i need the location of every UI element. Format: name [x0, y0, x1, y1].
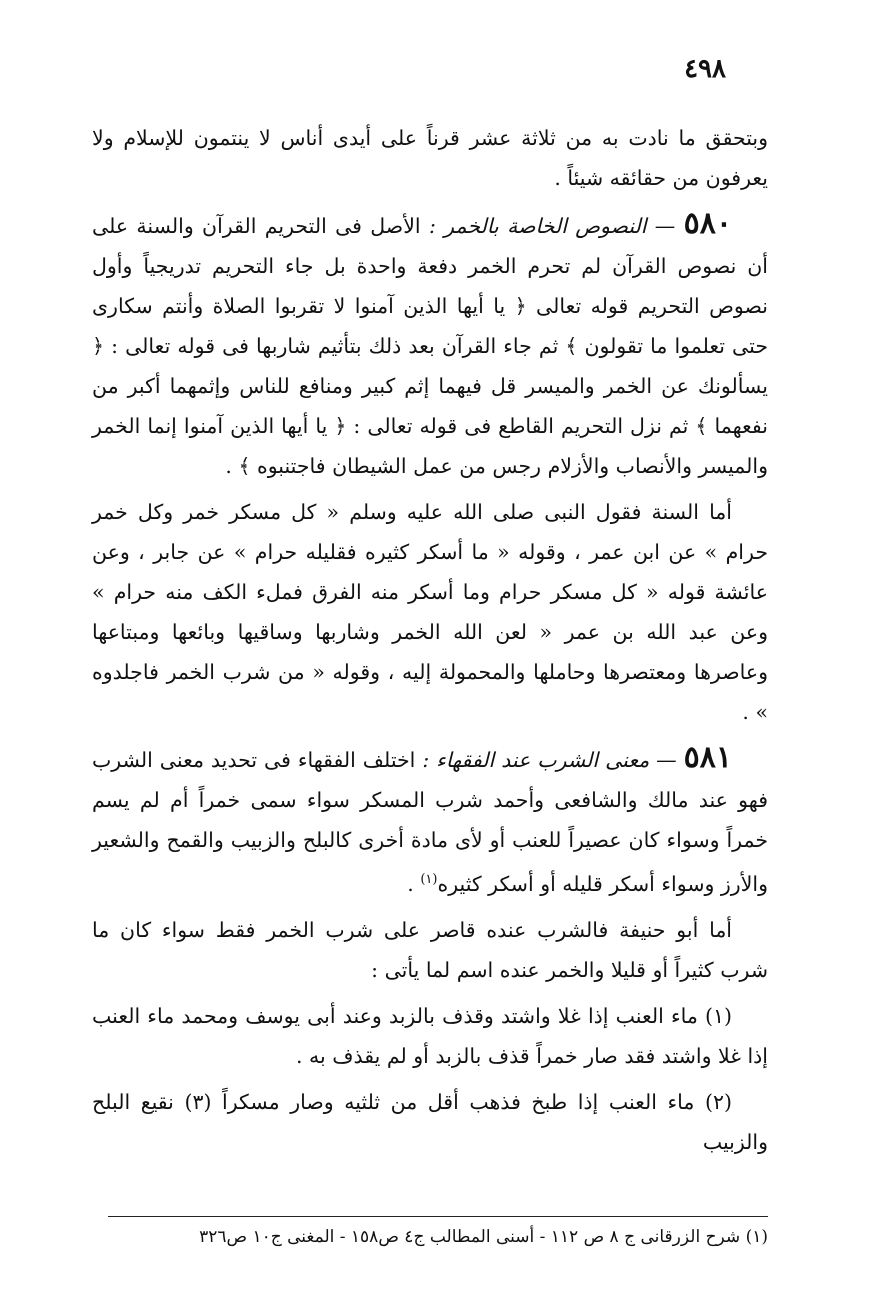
- section-number: ٥٨١: [683, 740, 732, 775]
- paragraph-text: اختلف الفقهاء فى تحديد معنى الشرب فهو عند مالك والشافعى وأحمد شرب المسكر سواء سمى خمراً أم لم يسم خمراً وسواء كان عصيراً للعنب أو لأى مادة أخرى كالبلح والزبيب والقمح والشعير والأرز وسواء أسكر قليله أو أسكر كثيره: [92, 748, 768, 896]
- paragraph-tail: .: [407, 871, 421, 896]
- section-number: ٥٨٠: [683, 206, 732, 241]
- footnote-divider: [108, 1216, 768, 1217]
- list-item-1: [92, 996, 768, 1076]
- section-title: — النصوص الخاصة بالخمر :: [428, 214, 676, 238]
- section-581: [92, 738, 768, 904]
- paragraph-abu-hanifa: [92, 910, 768, 990]
- paragraph-text: أما السنة فقول النبى صلى الله عليه وسلم « كل مسكر خمر وكل خمر حرام » عن ابن عمر ، وقوله « ما أسكر كثيره فقليله حرام » عن جابر ، وعن عائشة قوله « كل مسكر حرام وما أسكر منه الفرق فملء الكف منه حرام » وعن عبد الله بن عمر « لعن الله الخمر وشاربها وساقيها وبائعها ومبتاعها وعاصرها ومعتصرها وحاملها والمحمولة إليه ، وقوله « من شرب الخمر فاجلدوه » .: [92, 500, 768, 724]
- footnote: (١) شرح الزرقانى ج ٨ ص ١١٢ - أسنى المطالب ج٤ ص١٥٨ - المغنى ج١٠ ص٣٢٦: [199, 1227, 768, 1247]
- paragraph-text: (١) ماء العنب إذا غلا واشتد وقذف بالزبد وعند أبى يوسف ومحمد ماء العنب إذا غلا واشتد فقد صار خمراً قذف بالزبد أو لم يقذف به .: [92, 1003, 768, 1068]
- body-text: [92, 118, 768, 1168]
- paragraph-1: [92, 118, 768, 198]
- paragraph-text: الأصل فى التحريم القرآن والسنة على أن نصوص القرآن لم تحرم الخمر دفعة واحدة بل جاء التحريم تدريجياً وأول نصوص التحريم قوله تعالى ﴿ يا أيها الذين آمنوا لا تقربوا الصلاة وأنتم سكارى حتى تعلموا ما تقولون ﴾ ثم جاء القرآن بعد ذلك بتأثيم شاربها فى قوله تعالى : ﴿ يسألونك عن الخمر والميسر قل فيهما إثم كبير ومنافع للناس وإثمهما أكبر من نفعهما ﴾ ثم نزل التحريم القاطع فى قوله تعالى : ﴿ يا أيها الذين آمنوا إنما الخمر والميسر والأنصاب والأزلام رجس من عمل الشيطان فاجتنبوه ﴾ .: [92, 214, 768, 478]
- paragraph-text: (٢) ماء العنب إذا طبخ فذهب أقل من ثلثيه وصار مسكراً (٣) نقيع البلح والزبيب: [92, 1089, 768, 1154]
- paragraph-text: وبتحقق ما نادت به من ثلاثة عشر قرناً على أيدى أناس لا ينتمون للإسلام ولا يعرفون من حقائقه شيئاً .: [92, 126, 768, 190]
- section-580: [92, 204, 768, 486]
- section-title: — معنى الشرب عند الفقهاء :: [422, 748, 677, 772]
- paragraph-sunnah: [92, 492, 768, 732]
- page-number: ٤٩٨: [684, 54, 726, 84]
- footnote-marker: (١): [420, 872, 438, 887]
- paragraph-text: أما أبو حنيفة فالشرب عنده قاصر على شرب الخمر فقط سواء كان ما شرب كثيراً أو قليلا والخمر عنده اسم لما يأتى :: [92, 917, 768, 982]
- list-item-2: [92, 1082, 768, 1162]
